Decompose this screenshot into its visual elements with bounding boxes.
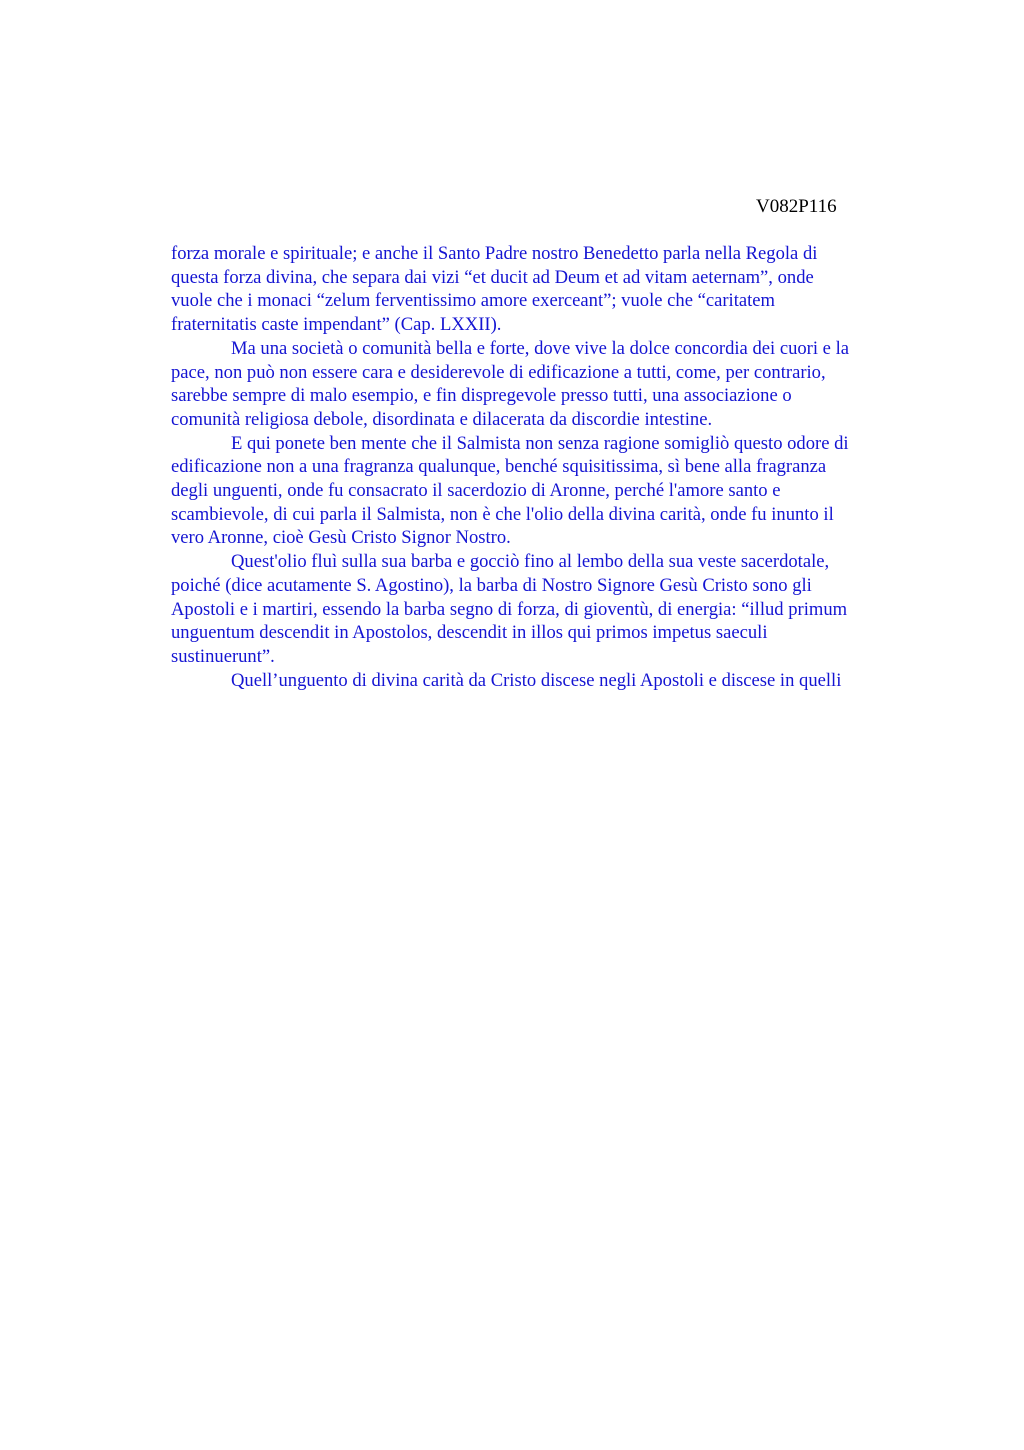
text-line: unguentum descendit in Apostolos, descendit in illos qui primos impetus saeculi	[171, 622, 768, 644]
page-code: V082P116	[756, 196, 837, 217]
body-text	[171, 242, 931, 692]
text-line: E qui ponete ben mente che il Salmista non senza ragione somigliò questo odore di	[231, 432, 849, 454]
text-line: scambievole, di cui parla il Salmista, non è che l'olio della divina carità, onde fu inunto il	[171, 503, 834, 525]
text-line: sustinuerunt”.	[171, 645, 275, 667]
text-line: Ma una società o comunità bella e forte, dove vive la dolce concordia dei cuori e la	[231, 337, 849, 359]
text-line: vero Aronne, cioè Gesù Cristo Signor Nostro.	[171, 527, 511, 549]
text-line: Apostoli e i martiri, essendo la barba segno di forza, di gioventù, di energia: “illud primum	[171, 598, 848, 620]
text-line: degli unguenti, onde fu consacrato il sacerdozio di Aronne, perché l'amore santo e	[171, 480, 781, 502]
text-line: vuole che i monaci “zelum ferventissimo amore exerceant”; vuole che “caritatem	[171, 290, 776, 312]
text-line: forza morale e spirituale; e anche il Santo Padre nostro Benedetto parla nella Regola di	[171, 243, 818, 264]
text-line: comunità religiosa debole, disordinata e dilacerata da discordie intestine.	[171, 408, 713, 430]
text-line: fraternitatis caste impendant” (Cap. LXXII).	[171, 314, 502, 336]
text-line: poiché (dice acutamente S. Agostino), la barba di Nostro Signore Gesù Cristo sono gli	[171, 574, 812, 596]
text-line: questa forza divina, che separa dai vizi “et ducit ad Deum et ad vitam aeternam”, onde	[171, 266, 814, 288]
text-line: Quest'olio fluì sulla sua barba e gocciò fino al lembo della sua veste sacerdotale,	[231, 551, 830, 573]
text-line: pace, non può non essere cara e desiderevole di edificazione a tutti, come, per contrario,	[171, 361, 826, 383]
text-line: edificazione non a una fragranza qualunque, benché squisitissima, sì bene alla fragranza	[171, 456, 827, 478]
text-line: sarebbe sempre di malo esempio, e fin dispregevole presso tutti, una associazione o	[171, 385, 792, 407]
text-line: Quell’unguento di divina carità da Cristo discese negli Apostoli e discese in quelli	[231, 669, 842, 691]
